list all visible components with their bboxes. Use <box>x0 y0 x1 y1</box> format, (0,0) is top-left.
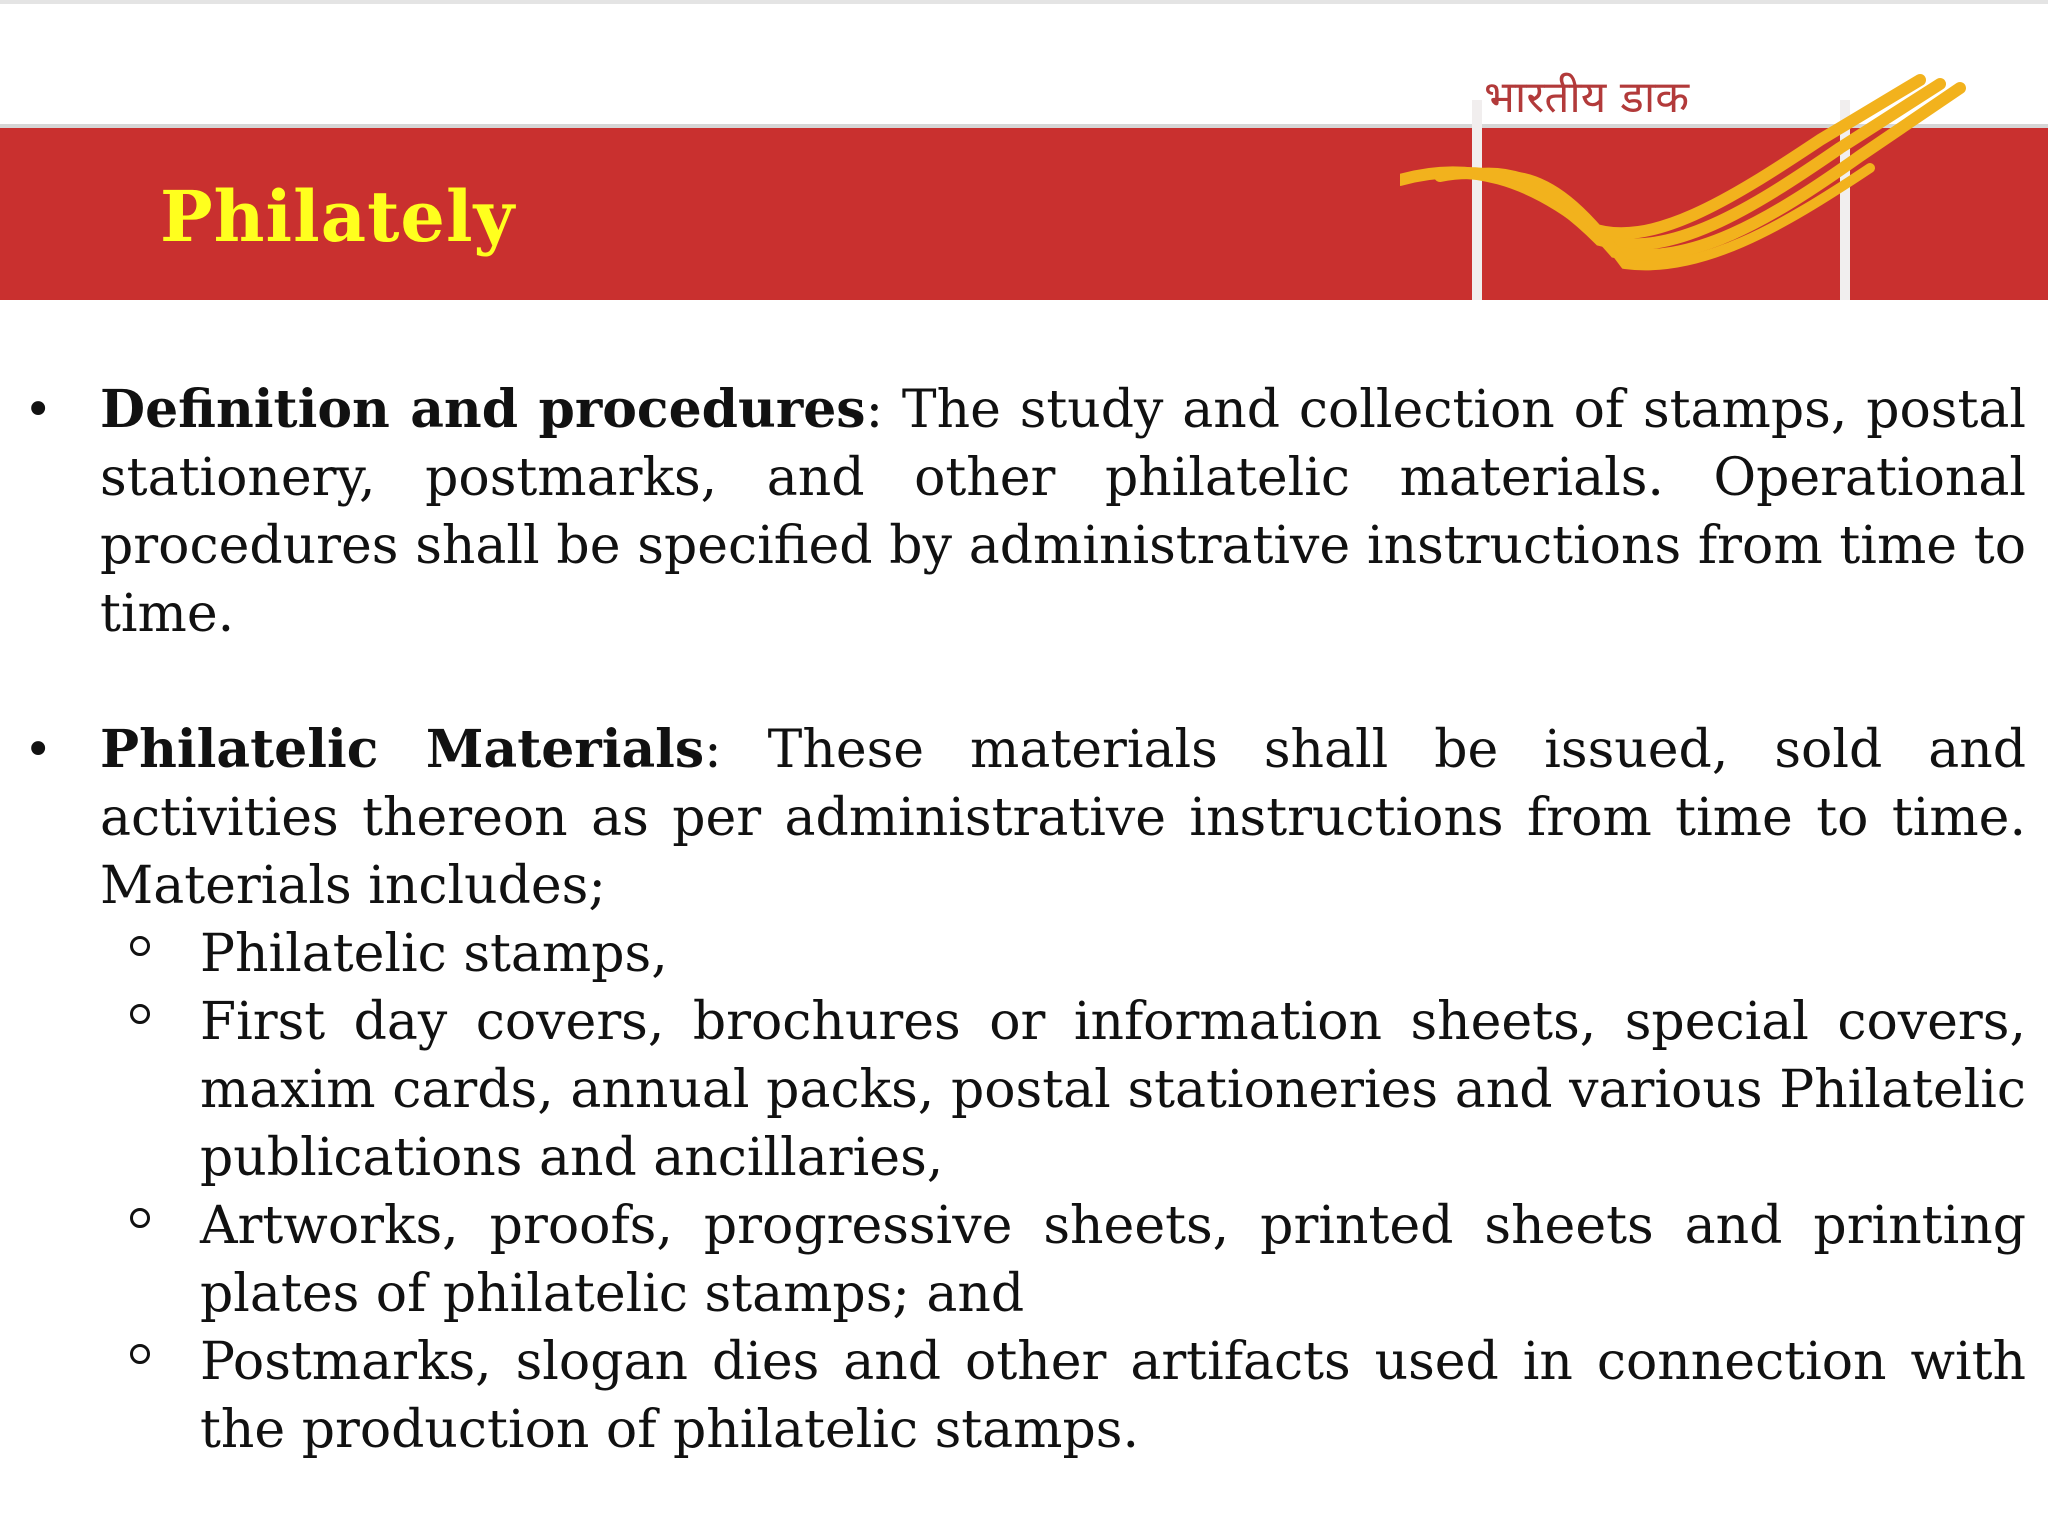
list-item-text: Artworks, proofs, progressive sheets, printed sheets and printing plates of philatelic stamps; and <box>200 1196 2026 1324</box>
list-item <box>0 1328 2048 1464</box>
bullet-definition <box>0 376 2048 648</box>
bullet-label: Definition and procedures <box>100 379 866 440</box>
hollow-circle-icon <box>130 936 150 956</box>
bullet-label: Philatelic Materials <box>100 719 705 780</box>
list-item-text: First day covers, brochures or information sheets, special covers, maxim cards, annual packs, postal stationeries and various Philatelic publications and ancillaries, <box>200 992 2026 1188</box>
bullet-dot-icon: • <box>24 382 53 438</box>
list-item-text: Philatelic stamps, <box>200 924 668 984</box>
bullet-text <box>100 376 2026 648</box>
list-item-text: Postmarks, slogan dies and other artifacts used in connection with the production of philatelic stamps. <box>200 1332 2026 1460</box>
slide-content <box>0 376 2048 1464</box>
bullet-body: : These materials shall be issued, sold and activities thereon as per administrative instructions from time to time. Materials includes; <box>100 720 2026 916</box>
list-item <box>0 920 2048 988</box>
slide-title: Philately <box>160 175 516 258</box>
hollow-circle-icon <box>130 1004 150 1024</box>
top-rule <box>0 0 2048 4</box>
materials-sub-list <box>0 920 2048 1464</box>
india-post-logo-icon <box>1400 60 2000 300</box>
hollow-circle-icon <box>130 1208 150 1228</box>
bullet-dot-icon: • <box>24 722 53 778</box>
bullet-philatelic-materials <box>0 716 2048 1464</box>
bullet-body: : The study and collection of stamps, postal stationery, postmarks, and other philatelic materials. Operational procedures shall be specified by administrative instructions from time to time. <box>100 380 2026 644</box>
logo-text: भारतीय डाक <box>1484 72 1690 123</box>
bullet-text <box>100 716 2026 920</box>
hollow-circle-icon <box>130 1344 150 1364</box>
list-item <box>0 988 2048 1192</box>
list-item <box>0 1192 2048 1328</box>
